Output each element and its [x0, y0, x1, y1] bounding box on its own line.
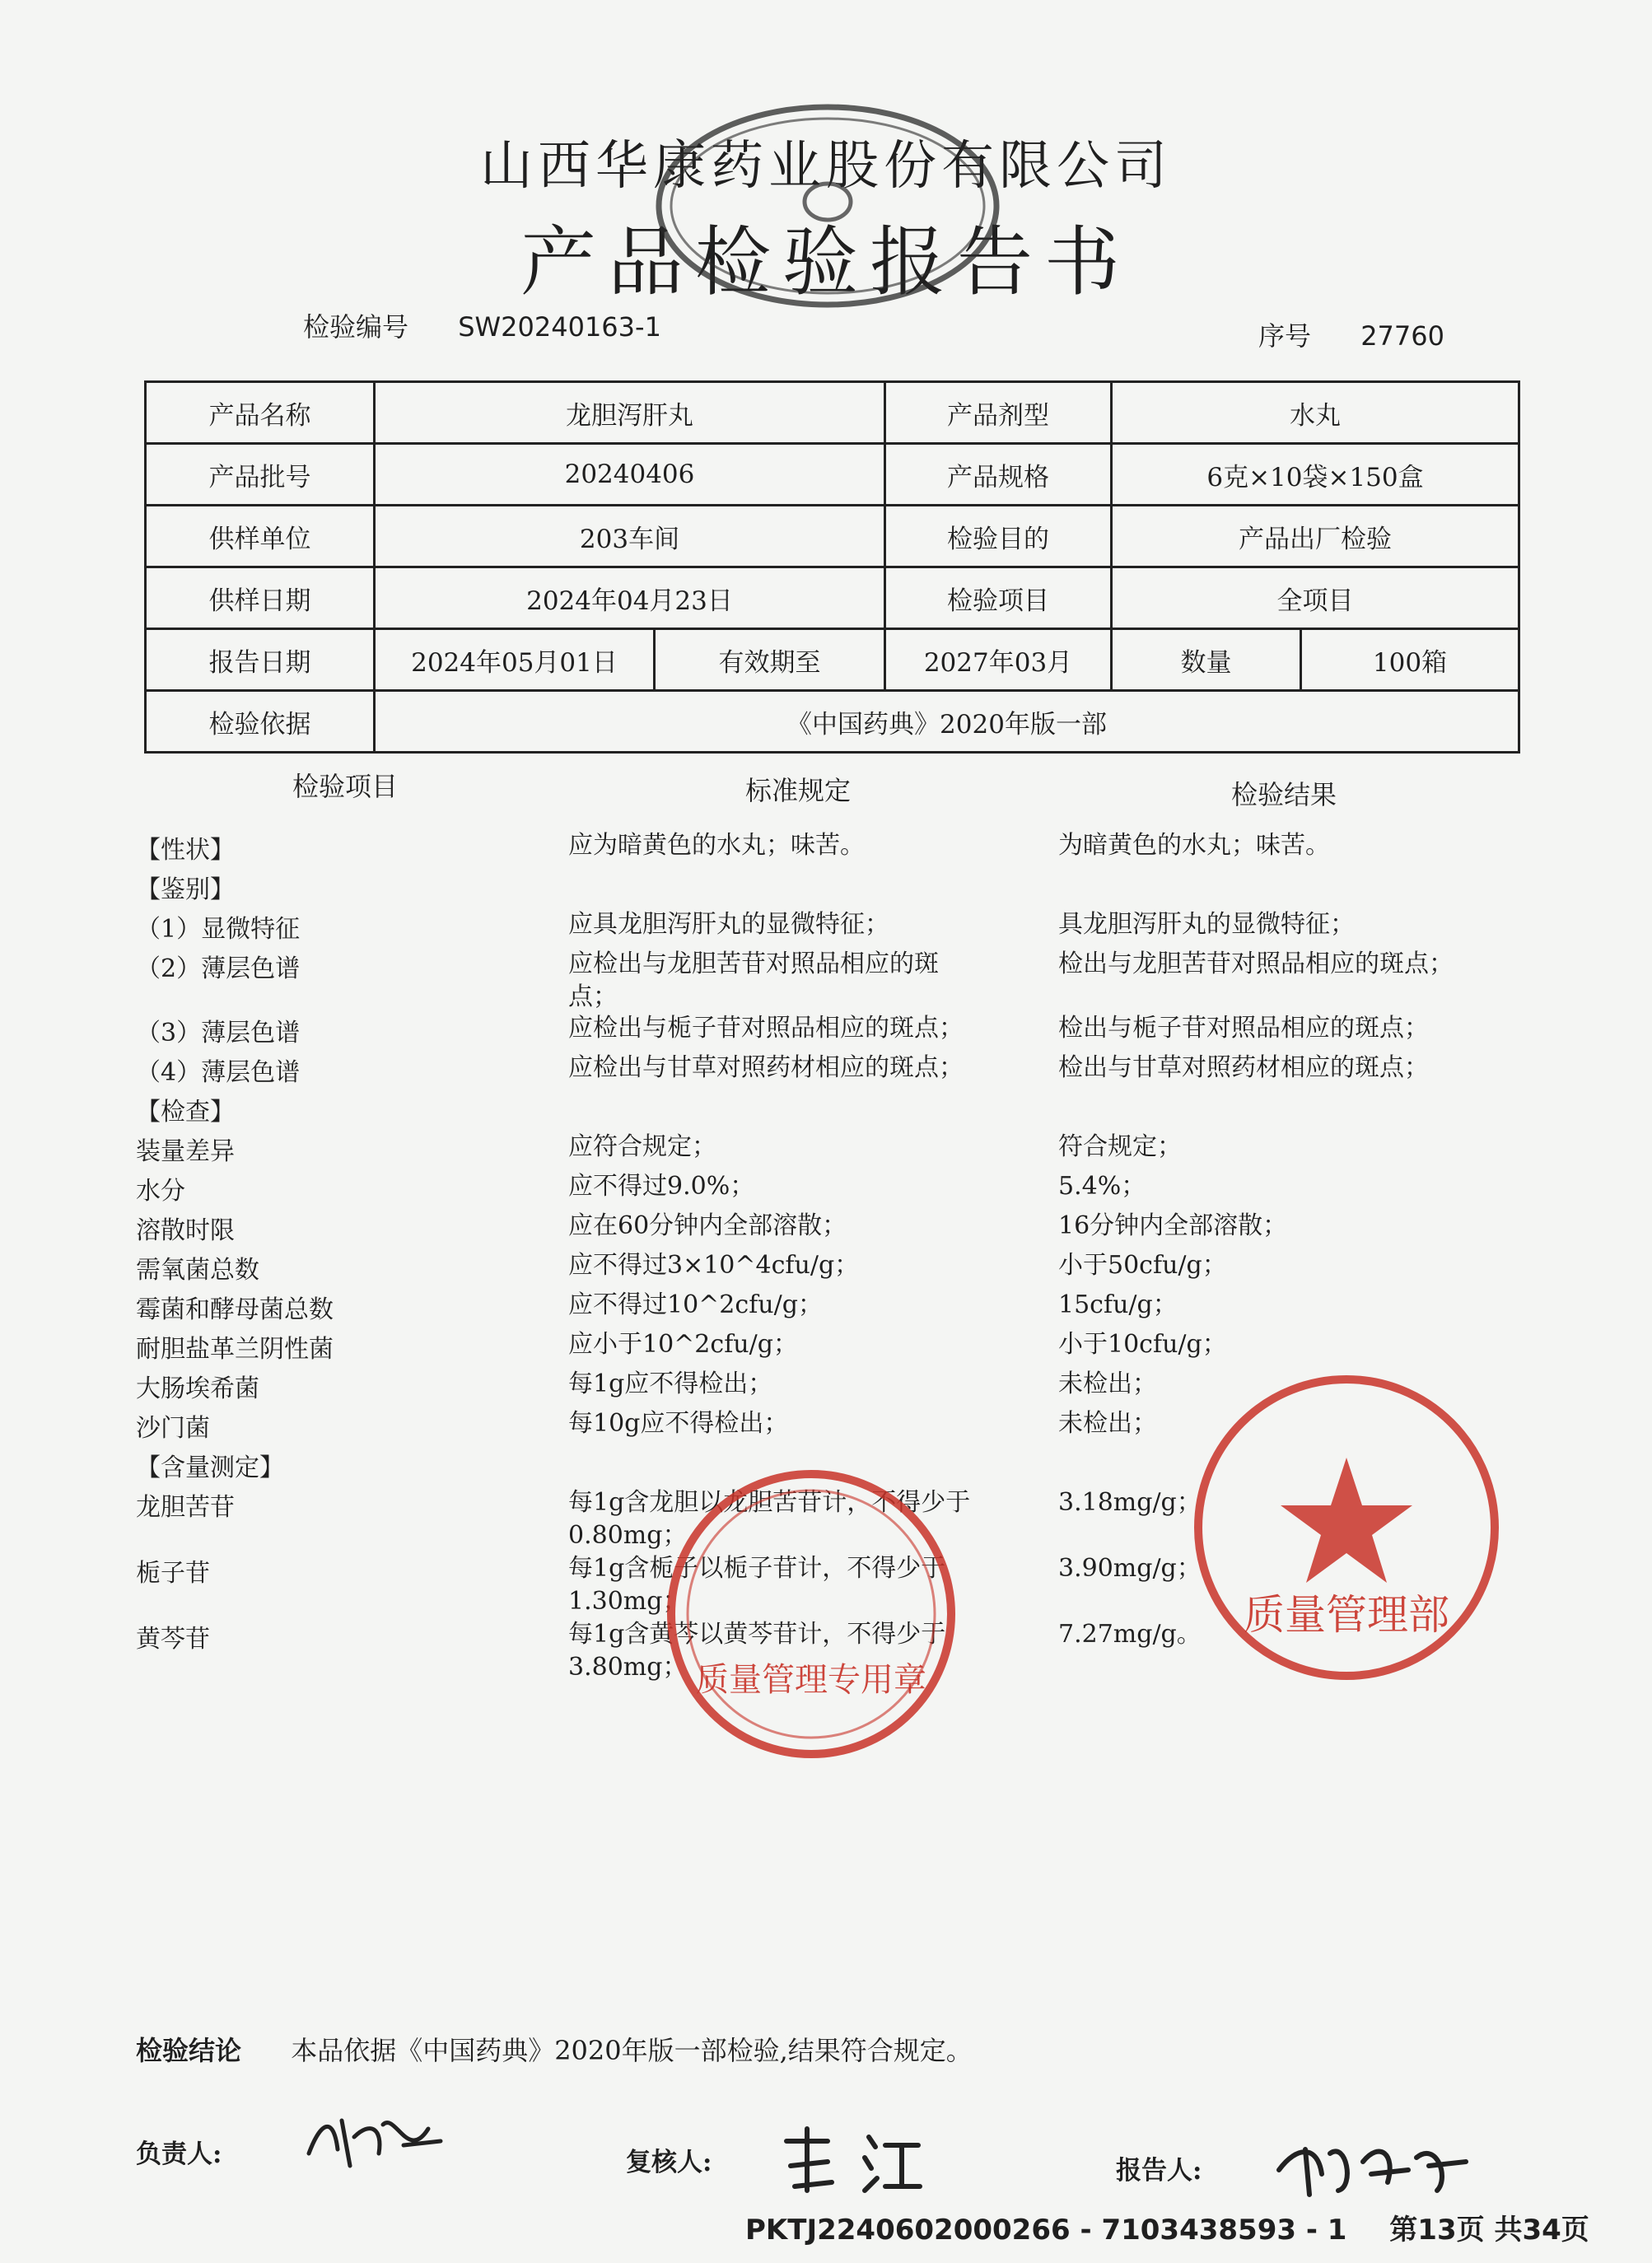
quality-seal-icon	[659, 1462, 964, 1766]
inspection-no: SW20240163-1	[458, 311, 661, 343]
reporter-label: 报告人:	[1116, 2156, 1202, 2186]
report-title: 产品检验报告书	[520, 218, 1132, 306]
cell-label: 产品名称	[146, 382, 375, 444]
cell-label: 产品批号	[146, 444, 375, 506]
reviewer-label: 复核人:	[626, 2148, 712, 2177]
cell-label: 检验依据	[146, 691, 375, 753]
dosage-form: 水丸	[1112, 382, 1519, 444]
result-item: 水分	[136, 1177, 185, 1206]
result-standard: 每1g含栀子以栀子苷计，不得少于1.30mg；	[568, 1554, 946, 1616]
result-value: 检出与栀子苷对照品相应的斑点；	[1058, 1014, 1429, 1043]
inspection-seal-icon	[651, 99, 1005, 313]
result-item: 装量差异	[136, 1137, 235, 1166]
supplier: 203车间	[375, 506, 885, 567]
result-standard: 应不得过10^2cfu/g；	[568, 1290, 823, 1319]
cell-label: 供样单位	[146, 506, 375, 567]
result-standard: 应具龙胆泻肝丸的显微特征；	[568, 910, 889, 939]
result-item: （1）显微特征	[136, 915, 301, 944]
result-value: 3.18mg/g；	[1058, 1488, 1202, 1517]
result-standard: 每1g含黄芩以黄芩苷计，不得少于3.80mg；	[568, 1620, 946, 1682]
cell-label: 数量	[1112, 629, 1301, 691]
company-name: 山西华康药业股份有限公司	[480, 136, 1172, 197]
result-value: 符合规定；	[1058, 1132, 1182, 1161]
result-standard: 每1g含龙胆以龙胆苦苷计，不得少于0.80mg；	[568, 1488, 971, 1550]
inspection-basis: 《中国药典》2020年版一部	[375, 691, 1519, 753]
valid-until: 2027年03月	[885, 629, 1112, 691]
cell-label: 检验目的	[885, 506, 1112, 567]
serial-number: 27760	[1360, 320, 1444, 352]
result-item: （2）薄层色谱	[136, 954, 301, 983]
inspection-item: 全项目	[1112, 567, 1519, 629]
result-value: 检出与龙胆苦苷对照品相应的斑点；	[1058, 950, 1454, 978]
result-standard: 应检出与龙胆苦苷对照品相应的斑点；	[568, 950, 939, 1011]
result-item: （4）薄层色谱	[136, 1058, 301, 1087]
report-date: 2024年05月01日	[375, 629, 655, 691]
result-item: 沙门菌	[136, 1414, 210, 1443]
result-value: 5.4%；	[1058, 1172, 1146, 1201]
result-value: 小于50cfu/g；	[1058, 1251, 1227, 1280]
table-row	[146, 382, 1519, 444]
cell-label: 供样日期	[146, 567, 375, 629]
result-item: 【含量测定】	[136, 1453, 284, 1482]
product-spec: 6克×10袋×150盒	[1112, 444, 1519, 506]
result-standard: 应符合规定；	[568, 1132, 716, 1161]
cell-label: 报告日期	[146, 629, 375, 691]
result-item: 【鉴别】	[136, 875, 235, 904]
result-value: 检出与甘草对照药材相应的斑点；	[1058, 1053, 1429, 1082]
column-header-item: 检验项目	[292, 771, 399, 802]
result-item: 【检查】	[136, 1098, 235, 1127]
page-indicator: 第13页 共34页	[1389, 2214, 1589, 2247]
footer-code: PKTJ2240602000266 - 7103438593 - 1	[745, 2214, 1347, 2247]
batch-number: 20240406	[375, 444, 885, 506]
table-row	[146, 691, 1519, 753]
result-item: 龙胆苦苷	[136, 1493, 235, 1522]
result-standard: 应检出与栀子苷对照品相应的斑点；	[568, 1014, 964, 1043]
conclusion-label: 检验结论	[136, 2035, 242, 2066]
result-value: 16分钟内全部溶散；	[1058, 1211, 1288, 1240]
result-value: 未检出；	[1058, 1369, 1157, 1398]
result-item: 需氧菌总数	[136, 1256, 259, 1285]
quantity: 100箱	[1301, 629, 1519, 691]
cell-label: 检验项目	[885, 567, 1112, 629]
pharmacy-seal-icon	[1186, 1367, 1507, 1688]
table-row	[146, 506, 1519, 567]
serial-label: 序号	[1258, 320, 1312, 352]
conclusion	[136, 2030, 973, 2068]
result-standard: 应小于10^2cfu/g；	[568, 1330, 798, 1359]
result-item: 黄芩苷	[136, 1625, 210, 1654]
table-row	[146, 444, 1519, 506]
inspection-purpose: 产品出厂检验	[1112, 506, 1519, 567]
cell-label: 有效期至	[655, 629, 885, 691]
result-standard: 应在60分钟内全部溶散；	[568, 1211, 847, 1240]
result-standard: 应不得过9.0%；	[568, 1172, 755, 1201]
product-name: 龙胆泻肝丸	[375, 382, 885, 444]
product-info-table	[144, 380, 1520, 754]
result-item: 霉菌和酵母菌总数	[136, 1295, 334, 1324]
cell-label: 产品规格	[885, 444, 1112, 506]
result-standard: 应为暗黄色的水丸；味苦。	[568, 831, 865, 860]
column-header-standard: 标准规定	[745, 775, 852, 806]
result-standard: 每1g应不得检出；	[568, 1369, 773, 1398]
footer	[745, 2207, 1589, 2247]
cell-label: 产品剂型	[885, 382, 1112, 444]
svg-text:质量管理部: 质量管理部	[1244, 1591, 1449, 1639]
result-value: 15cfu/g；	[1058, 1290, 1178, 1319]
result-value: 具龙胆泻肝丸的显微特征；	[1058, 910, 1355, 939]
result-value: 为暗黄色的水丸；味苦。	[1058, 831, 1330, 860]
result-item: （3）薄层色谱	[136, 1019, 301, 1048]
result-standard: 每10g应不得检出；	[568, 1409, 789, 1438]
result-item: 溶散时限	[136, 1216, 235, 1245]
responsible-signature	[305, 2104, 445, 2178]
result-value: 小于10cfu/g；	[1058, 1330, 1227, 1359]
result-item: 大肠埃希菌	[136, 1374, 259, 1403]
reporter-signature	[1272, 2129, 1470, 2203]
table-row	[146, 567, 1519, 629]
svg-text:质量管理专用章: 质量管理专用章	[696, 1661, 926, 1699]
reviewer-signature	[778, 2121, 926, 2199]
result-value: 3.90mg/g；	[1058, 1554, 1202, 1583]
inspection-no-label: 检验编号	[303, 311, 409, 343]
result-item: 【性状】	[136, 836, 235, 865]
responsible-label: 负责人:	[136, 2139, 222, 2169]
table-row	[146, 629, 1519, 691]
result-item: 栀子苷	[136, 1559, 210, 1588]
sample-date: 2024年04月23日	[375, 567, 885, 629]
column-header-result: 检验结果	[1231, 779, 1337, 810]
conclusion-text: 本品依据《中国药典》2020年版一部检验,结果符合规定。	[291, 2035, 973, 2066]
result-standard: 应检出与甘草对照药材相应的斑点；	[568, 1053, 964, 1082]
result-standard: 应不得过3×10^4cfu/g；	[568, 1251, 860, 1280]
result-item: 耐胆盐革兰阴性菌	[136, 1335, 334, 1364]
result-value: 未检出；	[1058, 1409, 1157, 1438]
result-value: 7.27mg/g。	[1058, 1620, 1202, 1649]
